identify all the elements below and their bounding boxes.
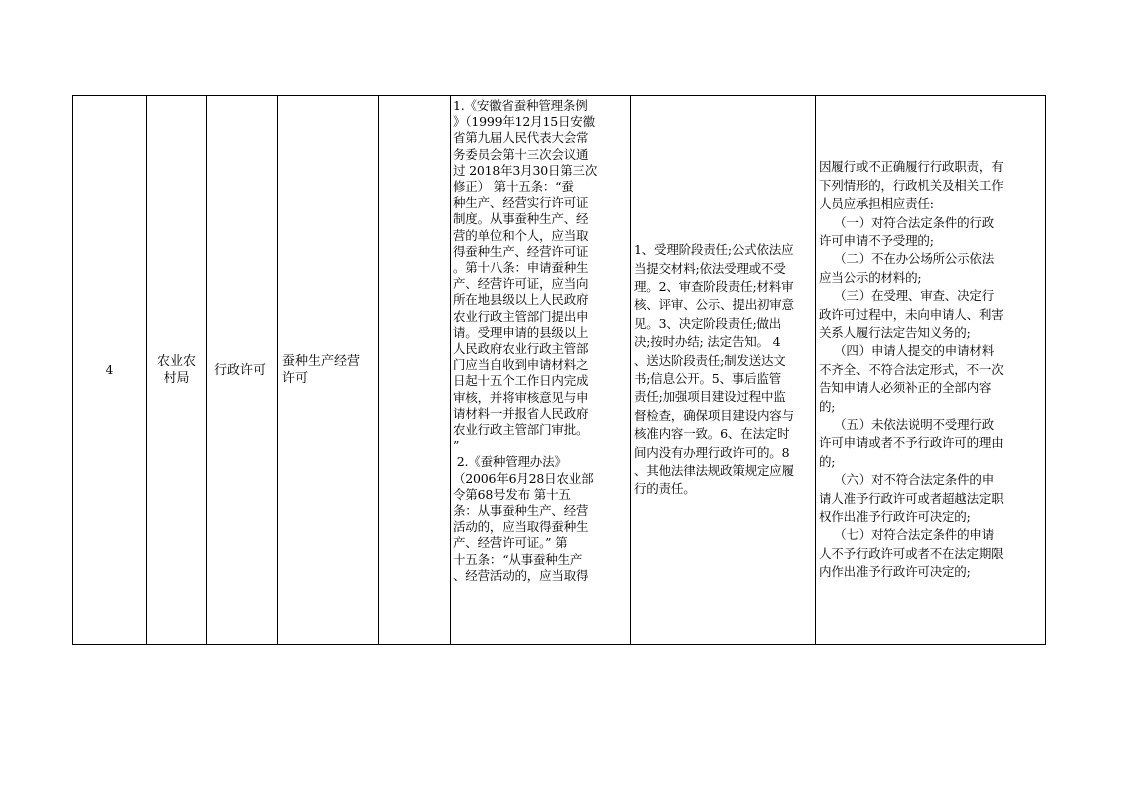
power-type: 行政许可	[214, 362, 267, 378]
row-number: 4	[105, 363, 114, 377]
item-name-line-2: 许可	[282, 371, 309, 386]
table-row	[73, 96, 1046, 645]
accountability-text: 因履行或不正确履行行政职责，有 下列情形的，行政机关及相关工作 人员应承担相应责任: （一）对符合法定条件的行政 许可申请不予受理的; （二）不在办公场所公示依法 应当公示的材料的; （三）在受理、审查、决定行 政许可过程中，未向申请人、利害 关系人履行法定告知义务的; （四）申请人提交的申请材料 不齐全、不符合法定形式，不一次 告知申请人必须补正的全部内容 的; （五）未依法说明不受理行政 许可申请或者不予行政许可的理由 的; （六）对不符合法定条件的申 请人准予行政许可或者超越法定职 权作出准予行政许可决定的; （七）对符合法定条件的申请 人不予行政许可或者不在法定期限 内作出准予行政许可决定的;	[819, 159, 1004, 580]
department-line-2: 村局	[163, 371, 190, 386]
power-type-cell	[207, 96, 278, 645]
sub-item-cell	[379, 96, 451, 645]
row-number-cell	[73, 96, 147, 645]
legal-basis-text: 1.《安徽省蚕种管理条例 》（1999年12月15日安徽 省第九届人民代表大会常 务委员会第十三次会议通 过 2018年3月30日第三次 修正） 第十五条：“蚕 种生产、经营实行许可证 制度。从事蚕种生产、经 营的单位和个人，应当取 得蚕种生产、经营许可证 。第十八条：申请蚕种生 产、经营许可证，应当向 所在地县级以上人民政府 农业行政主管部门提出申 请。受理申请的县级以上 人民政府农业行政主管部 门应当自收到申请材料之 日起十五个工作日内完成 审核，并将审核意见与申 请材料一并报省人民政府 农业行政主管部门审批。 ” 2.《蚕种管理办法》 （2006年6月28日农业部 令第68号发布 第十五 条：从事蚕种生产、经营 活动的，应当取得蚕种生 产、经营许可证。” 第 十五条：“从事蚕种生产 、经营活动的，应当取得	[453, 98, 598, 583]
power-list-table	[72, 95, 1046, 645]
legal-basis-cell	[451, 96, 631, 645]
accountability-cell	[816, 96, 1046, 645]
responsibilities-text: 1、受理阶段责任;公式依法应 当提交材料;依法受理或不受 理。2、审查阶段责任;材料审 核、评审、公示、提出初审意 见。3、决定阶段责任;做出 决;按时办结; 法定告知。 4 、送达阶段责任;制发送达文 书;信息公开。5、事后监管 责任;加强项目建设过程中监 督检查，确保项目建设内容与 核准内容一致。6、在法定时 间内没有办理行政许可的。8 、其他法律法规政策规定应履 行的责任。	[634, 242, 794, 497]
department-line-1: 农业农	[156, 354, 196, 369]
legal-basis-clip	[451, 96, 630, 644]
item-name-line-1: 蚕种生产经营	[282, 354, 361, 369]
responsibilities-cell	[631, 96, 816, 645]
item-name-cell	[278, 96, 379, 645]
department-cell	[147, 96, 207, 645]
